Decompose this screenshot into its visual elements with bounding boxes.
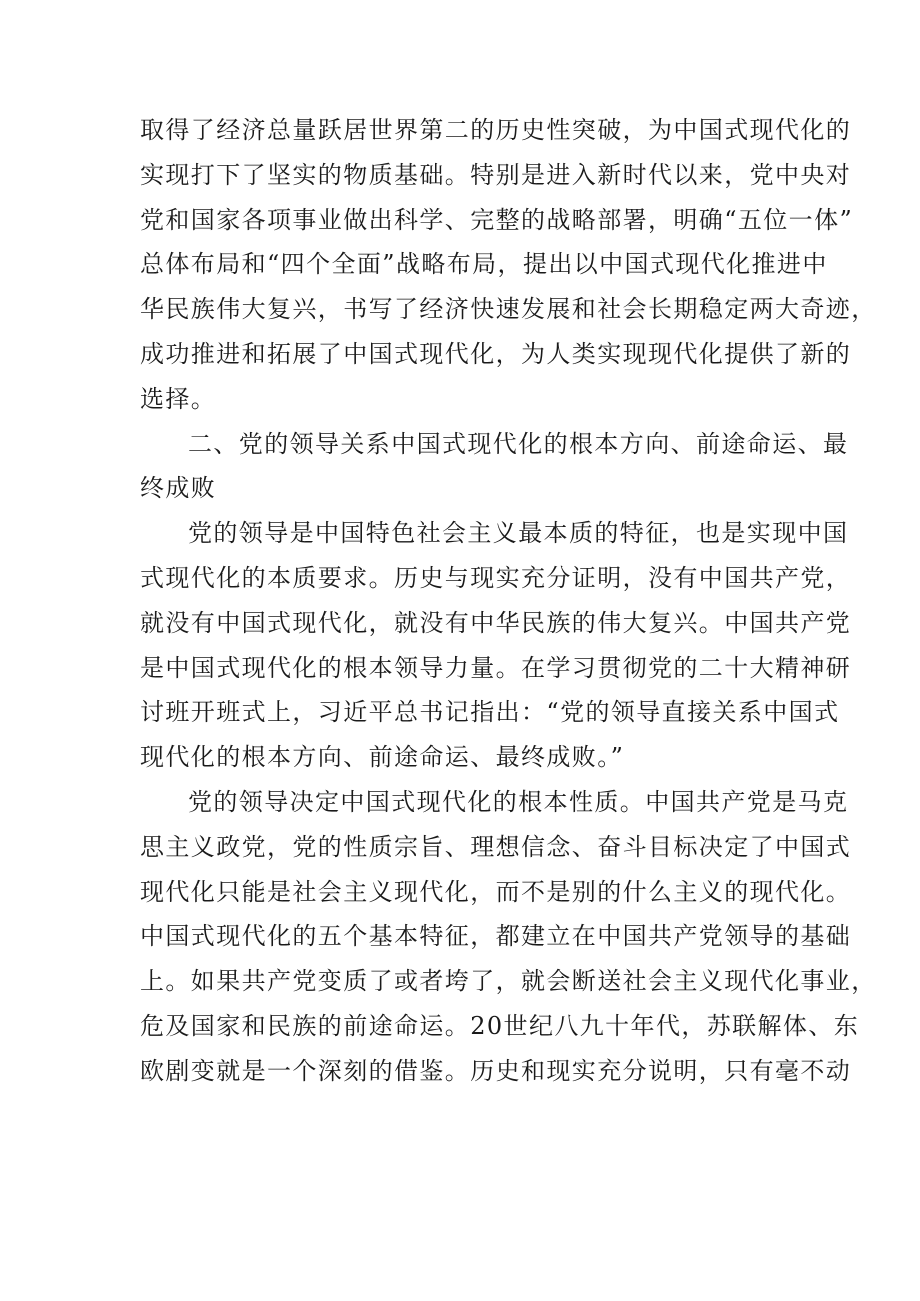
- text-line: 党和国家各项事业做出科学、完整的战略部署，明确“五位一体”: [140, 205, 854, 234]
- text-line: 危及国家和民族的前途命运。20世纪八九十年代，苏联解体、东: [140, 1011, 860, 1040]
- text-line: 党的领导决定中国式现代化的根本性质。中国共产党是马克: [188, 787, 849, 816]
- text-line: 上。如果共产党变质了或者垮了，就会断送社会主义现代化事业，: [140, 967, 877, 996]
- text-line: 党的领导是中国特色社会主义最本质的特征，也是实现中国: [188, 519, 849, 548]
- text-line: 是中国式现代化的根本领导力量。在学习贯彻党的二十大精神研: [140, 653, 852, 682]
- text-line: 实现打下了坚实的物质基础。特别是进入新时代以来，党中央对: [140, 160, 852, 189]
- text-line: 欧剧变就是一个深刻的借鉴。历史和现实充分说明，只有毫不动: [140, 1056, 852, 1085]
- text-line: 现代化只能是社会主义现代化，而不是别的什么主义的现代化。: [140, 877, 852, 906]
- text-line: 中国式现代化的五个基本特征，都建立在中国共产党领导的基础: [140, 922, 852, 951]
- text-line: 式现代化的本质要求。历史与现实充分证明，没有中国共产党，: [140, 563, 852, 592]
- text-line: 思主义政党，党的性质宗旨、理想信念、奋斗目标决定了中国式: [140, 832, 852, 861]
- paragraph-3: [140, 511, 852, 780]
- text-line: 成功推进和拓展了中国式现代化，为人类实现现代化提供了新的: [140, 339, 852, 368]
- paragraph-1: [140, 108, 877, 422]
- text-line: 总体布局和“四个全面”战略布局，提出以中国式现代化推进中: [140, 250, 828, 279]
- text-line: 华民族伟大复兴，书写了经济快速发展和社会长期稳定两大奇迹，: [140, 295, 877, 324]
- text-line: 取得了经济总量跃居世界第二的历史性突破，为中国式现代化的: [140, 116, 852, 144]
- heading-line: 二、党的领导关系中国式现代化的根本方向、前途命运、最: [188, 429, 849, 458]
- text-line: 讨班开班式上，习近平总书记指出：“党的领导直接关系中国式: [140, 698, 840, 727]
- text-line: 选择。: [140, 384, 217, 413]
- text-line: 现代化的根本方向、前途命运、最终成败。”: [140, 743, 625, 772]
- text-line: 就没有中国式现代化，就没有中华民族的伟大复兴。中国共产党: [140, 608, 852, 637]
- paragraph-4: [140, 780, 877, 1094]
- document-body: [140, 108, 877, 1094]
- section-heading: [140, 422, 849, 512]
- heading-line: 终成败: [140, 474, 217, 503]
